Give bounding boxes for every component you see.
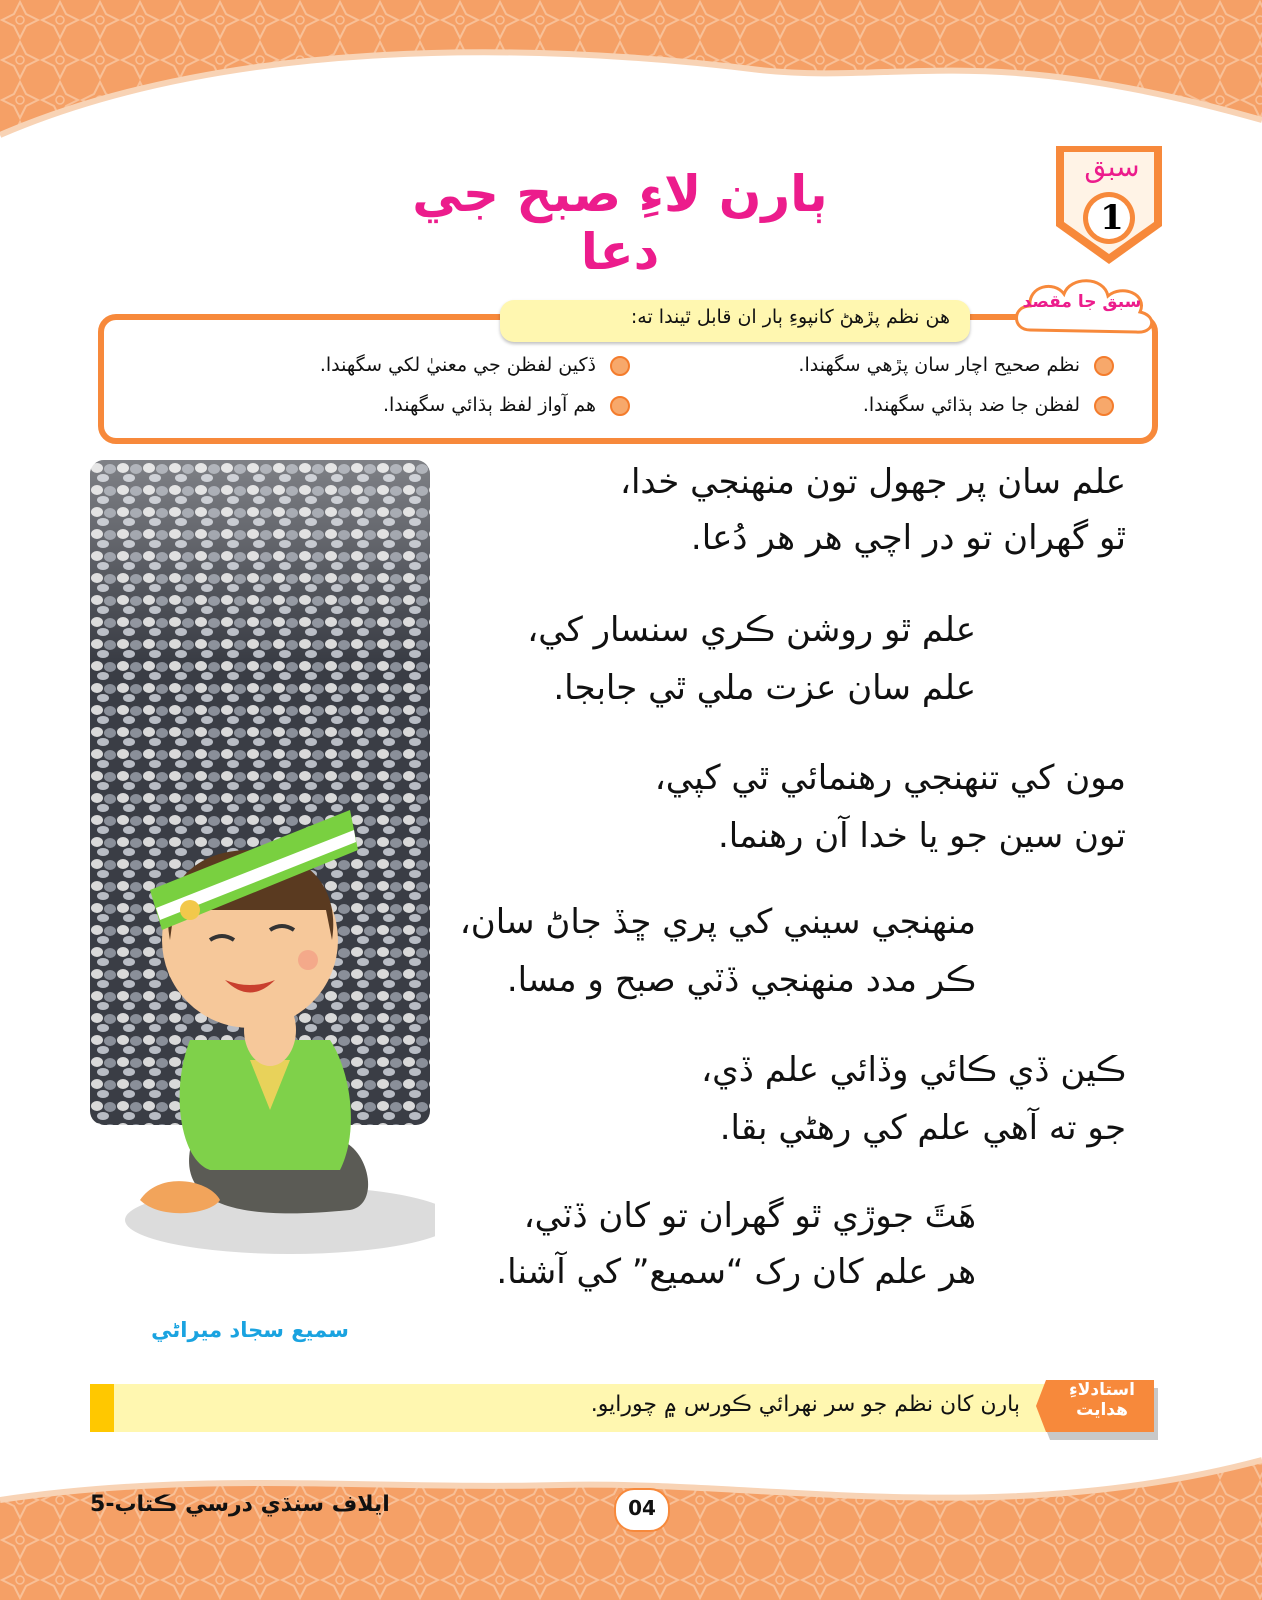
objectives-cloud-label: سبق جا مقصد <box>1022 292 1142 312</box>
praying-boy-illustration <box>100 790 435 1260</box>
objective-item: لفظن جا ضد ٻڌائي سگهندا. <box>862 394 1080 416</box>
poem-line: ٿو گهران تو در اچي هر هر دُعا. <box>690 518 1126 558</box>
bullet-icon <box>610 356 630 376</box>
instruction-text: ٻارن کان نظم جو سر نهرائي ڪورس ۾ چورايو. <box>590 1392 1020 1417</box>
book-title: ايلاف سنڌي درسي ڪتاب-5 <box>90 1492 390 1517</box>
poem-line: هر علم کان رک “سميع” کي آشنا. <box>496 1252 976 1292</box>
objective-item: ڏکين لفظن جي معنيٰ لکي سگهندا. <box>319 354 596 376</box>
teacher-tag-label: استادلاءِ هدايت <box>1069 1380 1135 1420</box>
poem-line: هَٿَ جوڙي ٿو گهران تو کان ڏٽي، <box>523 1196 976 1236</box>
poem-line: جو ته آهي علم کي رهڻي بقا. <box>719 1108 1126 1148</box>
top-decorative-band <box>0 0 1262 150</box>
poem-line: ڪين ڏي ڪائي وڏائي علم ڏي، <box>701 1050 1126 1090</box>
poem-line: علم سان عزت ملي ٿي جابجا. <box>553 668 976 708</box>
bullet-icon <box>1094 356 1114 376</box>
poem-author: سميع سجاد ميراڻي <box>151 1318 349 1342</box>
bullet-icon <box>1094 396 1114 416</box>
poem-line: علم سان پر جهول تون منهنجي خدا، <box>620 462 1126 502</box>
lesson-number: 1 <box>1100 198 1124 238</box>
instruction-bar-accent <box>90 1384 114 1432</box>
page-number: 04 <box>628 1496 656 1520</box>
poem-line: مون کي تنهنجي رهنمائي ٿي کپي، <box>654 758 1126 798</box>
poem-line: منهنجي سيني کي پري ڇڏ جاڻ سان، <box>459 902 976 942</box>
objective-item: نظم صحيح اچار سان پڙهي سگهندا. <box>798 354 1080 376</box>
poem-line: تون سين جو يا خدا آن رهنما. <box>717 816 1126 856</box>
poem-line: ڪر مدد منهنجي ڏٽي صبح و مسا. <box>506 960 976 1000</box>
lesson-title: ٻارن لاءِ صبح جي دعا <box>412 165 828 281</box>
bullet-icon <box>610 396 630 416</box>
objectives-intro: هن نظم پڙهڻ کانپوءِ ٻار ان قابل ٿيندا ته: <box>630 306 950 328</box>
objective-item: هم آواز لفظ ٻڌائي سگهندا. <box>382 394 596 416</box>
poem-line: علم ٿو روشن ڪري سنسار کي، <box>527 610 976 650</box>
lesson-label: سبق <box>1084 150 1140 183</box>
